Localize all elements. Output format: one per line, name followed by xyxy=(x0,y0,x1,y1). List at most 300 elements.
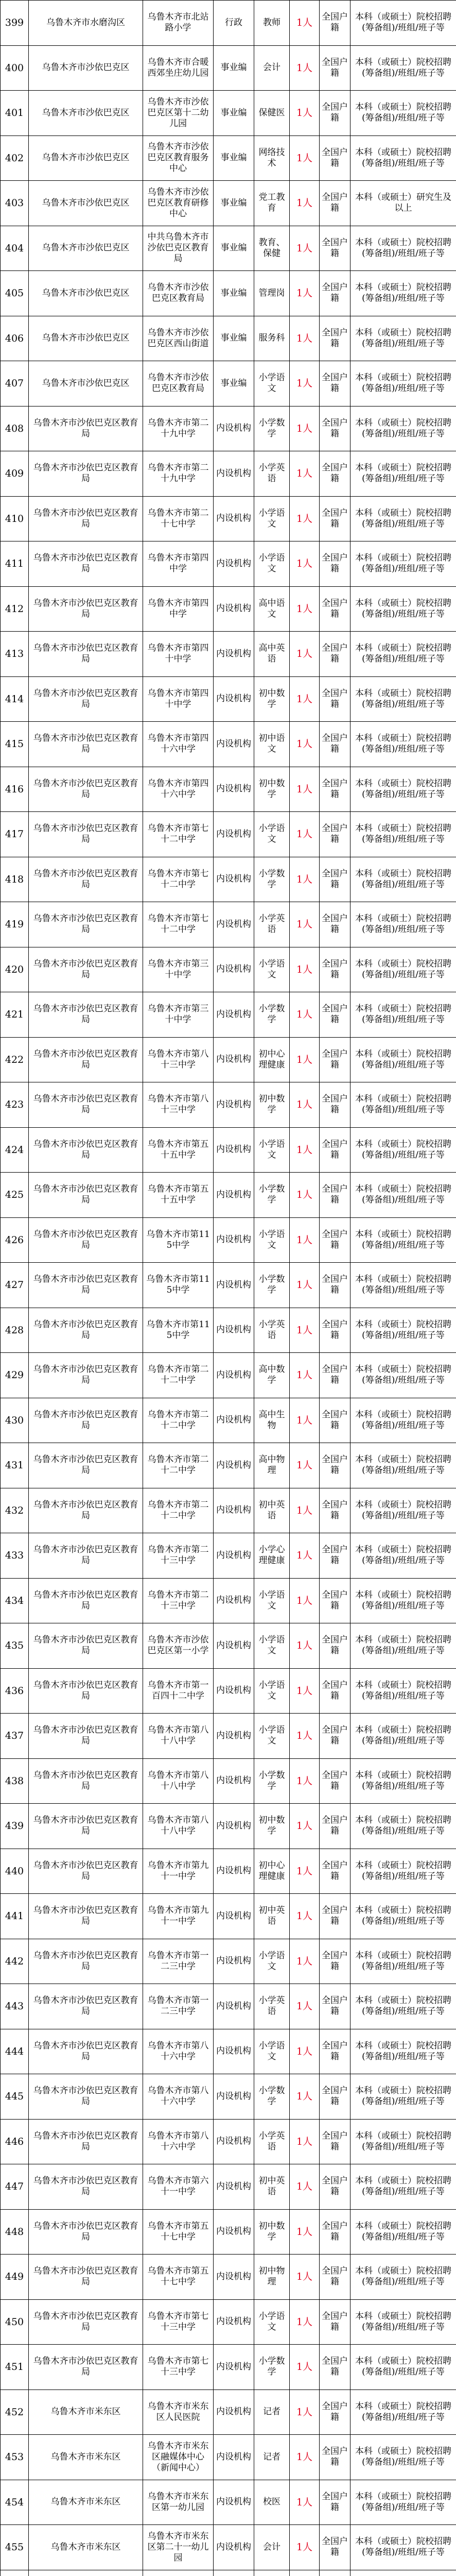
headcount-cell: 1人 xyxy=(290,902,320,947)
department-cell: 乌鲁木齐市沙依巴克区教育局 xyxy=(29,1488,143,1533)
requirement-cell: 本科（或硕士）院校招聘(筹备组)/班组/班子等 xyxy=(350,902,456,947)
headcount-cell: 1人 xyxy=(290,1263,320,1308)
position-cell: 小学语文 xyxy=(254,1578,290,1623)
requirement-cell: 本科（或硕士）院校招聘(筹备组)/班组/班子等 xyxy=(350,1127,456,1173)
nature-cell: 内设机构 xyxy=(214,2389,254,2435)
household-scope-cell: 全国户籍 xyxy=(320,1308,350,1353)
requirement-cell: 本科（或硕士）院校招聘(筹备组)/班组/班子等 xyxy=(350,2480,456,2525)
row-number: 417 xyxy=(1,812,29,857)
household-scope-cell: 全国户籍 xyxy=(320,812,350,857)
table-row xyxy=(1,1,456,46)
row-number: 455 xyxy=(1,2525,29,2570)
table-row xyxy=(1,541,456,587)
headcount-cell: 1人 xyxy=(290,676,320,722)
position-cell: 初中数学 xyxy=(254,676,290,722)
department-cell: 乌鲁木齐市沙依巴克区 xyxy=(29,226,143,271)
department-cell: 乌鲁木齐市沙依巴克区教育局 xyxy=(29,2255,143,2300)
unit-cell: 乌鲁木齐市第三十中学 xyxy=(143,992,214,1038)
nature-cell: 内设机构 xyxy=(214,1758,254,1804)
table-row xyxy=(1,2029,456,2074)
headcount-cell: 1人 xyxy=(290,1308,320,1353)
table-row xyxy=(1,1173,456,1218)
household-scope-cell: 全国户籍 xyxy=(320,1173,350,1218)
table-row xyxy=(1,2525,456,2570)
household-scope-cell: 全国户籍 xyxy=(320,1939,350,1984)
requirement-cell: 本科（或硕士）院校招聘(筹备组)/班组/班子等 xyxy=(350,1,456,46)
table-row xyxy=(1,1127,456,1173)
requirement-cell: 本科（或硕士）院校招聘(筹备组)/班组/班子等 xyxy=(350,1939,456,1984)
department-cell: 乌鲁木齐市沙依巴克区教育局 xyxy=(29,1623,143,1669)
row-number: 414 xyxy=(1,676,29,722)
requirement-cell: 本科（或硕士）院校招聘(筹备组)/班组/班子等 xyxy=(350,316,456,361)
requirement-cell: 本科（或硕士）院校招聘(筹备组)/班组/班子等 xyxy=(350,2345,456,2390)
household-scope-cell: 全国户籍 xyxy=(320,722,350,767)
nature-cell: 内设机构 xyxy=(214,767,254,812)
household-scope-cell: 全国户籍 xyxy=(320,1849,350,1894)
table-row xyxy=(1,2389,456,2435)
department-cell: 乌鲁木齐市沙依巴克区教育局 xyxy=(29,902,143,947)
nature-cell: 事业编 xyxy=(214,181,254,226)
requirement-cell: 本科（或硕士）院校招聘(筹备组)/班组/班子等 xyxy=(350,2209,456,2255)
nature-cell: 内设机构 xyxy=(214,2480,254,2525)
household-scope-cell: 全国户籍 xyxy=(320,767,350,812)
headcount-cell: 1人 xyxy=(290,2164,320,2210)
requirement-cell: 本科（或硕士）院校招聘(筹备组)/班组/班子等 xyxy=(350,1082,456,1128)
position-cell: 初中物理 xyxy=(254,2255,290,2300)
nature-cell: 内设机构 xyxy=(214,1127,254,1173)
requirement-cell: 本科（或硕士）院校招聘(筹备组)/班组/班子等 xyxy=(350,767,456,812)
row-number: 399 xyxy=(1,1,29,46)
nature-cell: 内设机构 xyxy=(214,2525,254,2570)
department-cell: 乌鲁木齐市沙依巴克区教育局 xyxy=(29,1398,143,1443)
nature-cell: 内设机构 xyxy=(214,1804,254,1849)
row-number: 445 xyxy=(1,2074,29,2120)
position-cell: 初中数学 xyxy=(254,767,290,812)
position-cell: 初中数学 xyxy=(254,2209,290,2255)
requirement-cell: 本科（或硕士）院校招聘(筹备组)/班组/班子等 xyxy=(350,1984,456,2029)
department-cell: 乌鲁木齐市沙依巴克区教育局 xyxy=(29,541,143,587)
row-number: 404 xyxy=(1,226,29,271)
nature-cell: 内设机构 xyxy=(214,2435,254,2480)
household-scope-cell: 全国户籍 xyxy=(320,181,350,226)
row-number: 442 xyxy=(1,1939,29,1984)
department-cell: 乌鲁木齐市沙依巴克区 xyxy=(29,45,143,91)
requirement-cell: 本科（或硕士）院校招聘(筹备组)/班组/班子等 xyxy=(350,992,456,1038)
unit-cell: 乌鲁木齐市沙依巴克区教育研修中心 xyxy=(143,181,214,226)
row-number: 401 xyxy=(1,91,29,136)
headcount-cell: 1人 xyxy=(290,1398,320,1443)
unit-cell: 乌鲁木齐市沙依巴克区第一小学 xyxy=(143,1623,214,1669)
household-scope-cell: 全国户籍 xyxy=(320,1263,350,1308)
row-number: 449 xyxy=(1,2255,29,2300)
nature-cell: 内设机构 xyxy=(214,406,254,451)
unit-cell: 乌鲁木齐市第四中学 xyxy=(143,586,214,632)
table-row xyxy=(1,1443,456,1488)
row-number: 437 xyxy=(1,1714,29,1759)
position-cell: 保健医 xyxy=(254,91,290,136)
row-number: 409 xyxy=(1,451,29,497)
row-number: 431 xyxy=(1,1443,29,1488)
headcount-cell: 1人 xyxy=(290,1488,320,1533)
table-row xyxy=(1,135,456,181)
department-cell: 乌鲁木齐市沙依巴克区教育局 xyxy=(29,1308,143,1353)
row-number: 435 xyxy=(1,1623,29,1669)
headcount-cell: 1人 xyxy=(290,632,320,677)
row-number: 400 xyxy=(1,45,29,91)
requirement-cell: 本科（或硕士）院校招聘(筹备组)/班组/班子等 xyxy=(350,226,456,271)
nature-cell: 内设机构 xyxy=(214,586,254,632)
household-scope-cell: 全国户籍 xyxy=(320,1217,350,1263)
row-number: 448 xyxy=(1,2209,29,2255)
position-cell: 服务科 xyxy=(254,316,290,361)
position-cell: 初中英语 xyxy=(254,2164,290,2210)
row-number: 433 xyxy=(1,1533,29,1579)
row-number: 412 xyxy=(1,586,29,632)
headcount-cell: 1人 xyxy=(290,1758,320,1804)
nature-cell: 内设机构 xyxy=(214,2255,254,2300)
table-row xyxy=(1,2299,456,2345)
requirement-cell: 本科（或硕士）院校招聘(筹备组)/班组/班子等 xyxy=(350,722,456,767)
table-row xyxy=(1,316,456,361)
household-scope-cell: 全国户籍 xyxy=(320,1623,350,1669)
unit-cell: 乌鲁木齐市第一二三中学 xyxy=(143,1984,214,2029)
unit-cell: 乌鲁木齐市第二十三中学 xyxy=(143,1533,214,1579)
department-cell: 乌鲁木齐市米东区 xyxy=(29,2480,143,2525)
household-scope-cell: 全国户籍 xyxy=(320,632,350,677)
department-cell: 乌鲁木齐市沙依巴克区教育局 xyxy=(29,632,143,677)
department-cell: 乌鲁木齐市沙依巴克区教育局 xyxy=(29,1578,143,1623)
nature-cell: 内设机构 xyxy=(214,947,254,992)
household-scope-cell: 全国户籍 xyxy=(320,2480,350,2525)
nature-cell: 内设机构 xyxy=(214,1894,254,1939)
headcount-cell: 1人 xyxy=(290,2480,320,2525)
headcount-cell: 1人 xyxy=(290,1894,320,1939)
headcount-cell: 1人 xyxy=(290,1037,320,1082)
row-number xyxy=(1,2570,29,2576)
household-scope-cell: 全国户籍 xyxy=(320,45,350,91)
table-row xyxy=(1,2435,456,2480)
position-cell: 小学语文 xyxy=(254,1939,290,1984)
headcount-cell: 1人 xyxy=(290,1984,320,2029)
headcount-cell: 1人 xyxy=(290,2389,320,2435)
headcount-cell: 1人 xyxy=(290,1082,320,1128)
position-cell: 小学语文 xyxy=(254,361,290,406)
headcount-cell: 1人 xyxy=(290,1578,320,1623)
household-scope-cell: 全国户籍 xyxy=(320,2299,350,2345)
nature-cell: 内设机构 xyxy=(214,1308,254,1353)
headcount-cell: 1人 xyxy=(290,1,320,46)
household-scope-cell: 全国户籍 xyxy=(320,2525,350,2570)
row-number: 423 xyxy=(1,1082,29,1128)
household-scope-cell: 全国户籍 xyxy=(320,1804,350,1849)
department-cell: 乌鲁木齐市水磨沟区 xyxy=(29,1,143,46)
position-cell: 教育、保健 xyxy=(254,226,290,271)
row-number: 413 xyxy=(1,632,29,677)
household-scope-cell: 全国户籍 xyxy=(320,1,350,46)
nature-cell: 内设机构 xyxy=(214,451,254,497)
unit-cell: 乌鲁木齐市第二十九中学 xyxy=(143,406,214,451)
unit-cell: 乌鲁木齐市第四十中学 xyxy=(143,632,214,677)
requirement-cell: 本科（或硕士）院校招聘(筹备组)/班组/班子等 xyxy=(350,1578,456,1623)
table-row xyxy=(1,406,456,451)
position-cell: 小学语文 xyxy=(254,812,290,857)
position-cell: 校医 xyxy=(254,2480,290,2525)
table-row xyxy=(1,45,456,91)
nature-cell: 内设机构 xyxy=(214,2029,254,2074)
job-table-body xyxy=(1,1,456,2576)
table-row xyxy=(1,1488,456,1533)
department-cell: 乌鲁木齐市沙依巴克区教育局 xyxy=(29,1849,143,1894)
table-row xyxy=(1,1623,456,1669)
household-scope-cell: 全国户籍 xyxy=(320,1533,350,1579)
unit-cell: 乌鲁木齐市第八十三中学 xyxy=(143,1082,214,1128)
household-scope-cell: 全国户籍 xyxy=(320,1984,350,2029)
table-row xyxy=(1,1308,456,1353)
table-row xyxy=(1,1263,456,1308)
unit-cell: 乌鲁木齐市第五十七中学 xyxy=(143,2209,214,2255)
department-cell: 乌鲁木齐市沙依巴克区教育局 xyxy=(29,2119,143,2164)
household-scope-cell: 全国户籍 xyxy=(320,1714,350,1759)
nature-cell: 内设机构 xyxy=(214,2164,254,2210)
table-row xyxy=(1,1804,456,1849)
headcount-cell: 1人 xyxy=(290,181,320,226)
position-cell: 会计 xyxy=(254,45,290,91)
household-scope-cell: 全国户籍 xyxy=(320,2119,350,2164)
household-scope-cell: 全国户籍 xyxy=(320,676,350,722)
unit-cell: 乌鲁木齐市沙依巴克区教育服务中心 xyxy=(143,135,214,181)
department-cell: 乌鲁木齐市沙依巴克区教育局 xyxy=(29,1984,143,2029)
department-cell: 乌鲁木齐市沙依巴克区 xyxy=(29,271,143,316)
household-scope-cell: 全国户籍 xyxy=(320,947,350,992)
position-cell: 小学数学 xyxy=(254,1173,290,1218)
table-row xyxy=(1,1714,456,1759)
department-cell: 乌鲁木齐市沙依巴克区 xyxy=(29,135,143,181)
requirement-cell: 本科（或硕士）院校招聘(筹备组)/班组/班子等 xyxy=(350,1173,456,1218)
table-row xyxy=(1,902,456,947)
position-cell: 记者 xyxy=(254,2435,290,2480)
headcount-cell: 1人 xyxy=(290,1714,320,1759)
position-cell: 党工教育 xyxy=(254,181,290,226)
headcount-cell: 1人 xyxy=(290,857,320,902)
position-cell: 小学语文 xyxy=(254,541,290,587)
row-number: 426 xyxy=(1,1217,29,1263)
position-cell: 会计 xyxy=(254,2525,290,2570)
row-number: 451 xyxy=(1,2345,29,2390)
row-number: 430 xyxy=(1,1398,29,1443)
household-scope-cell: 全国户籍 xyxy=(320,1668,350,1714)
table-row xyxy=(1,1984,456,2029)
department-cell: 乌鲁木齐市沙依巴克区教育局 xyxy=(29,947,143,992)
headcount-cell: 1人 xyxy=(290,1127,320,1173)
table-row xyxy=(1,586,456,632)
nature-cell: 事业编 xyxy=(214,226,254,271)
table-row xyxy=(1,767,456,812)
row-number: 450 xyxy=(1,2299,29,2345)
nature-cell: 内设机构 xyxy=(214,1714,254,1759)
row-number: 441 xyxy=(1,1894,29,1939)
position-cell: 记者 xyxy=(254,2389,290,2435)
household-scope-cell: 全国户籍 xyxy=(320,2209,350,2255)
position-cell: 小学语文 xyxy=(254,1714,290,1759)
position-cell: 小学语文 xyxy=(254,496,290,541)
position-cell: 小学数学 xyxy=(254,1263,290,1308)
nature-cell: 内设机构 xyxy=(214,1939,254,1984)
headcount-cell: 1人 xyxy=(290,1443,320,1488)
department-cell: 乌鲁木齐市沙依巴克区教育局 xyxy=(29,676,143,722)
row-number: 405 xyxy=(1,271,29,316)
unit-cell: 乌鲁木齐市第八十八中学 xyxy=(143,1758,214,1804)
nature-cell: 内设机构 xyxy=(214,2119,254,2164)
row-number: 415 xyxy=(1,722,29,767)
department-cell: 乌鲁木齐市沙依巴克区教育局 xyxy=(29,2209,143,2255)
unit-cell: 乌鲁木齐市第二十二中学 xyxy=(143,1353,214,1398)
unit-cell xyxy=(143,2570,214,2576)
table-row xyxy=(1,226,456,271)
requirement-cell: 本科（或硕士）院校招聘(筹备组)/班组/班子等 xyxy=(350,2164,456,2210)
unit-cell: 乌鲁木齐市沙依巴克区第十二幼儿园 xyxy=(143,91,214,136)
nature-cell: 内设机构 xyxy=(214,1263,254,1308)
nature-cell: 内设机构 xyxy=(214,1173,254,1218)
row-number: 429 xyxy=(1,1353,29,1398)
position-cell: 小学英语 xyxy=(254,2119,290,2164)
department-cell: 乌鲁木齐市沙依巴克区教育局 xyxy=(29,2299,143,2345)
unit-cell: 乌鲁木齐市第七十三中学 xyxy=(143,2345,214,2390)
nature-cell: 内设机构 xyxy=(214,496,254,541)
headcount-cell: 1人 xyxy=(290,135,320,181)
position-cell: 初中英语 xyxy=(254,1894,290,1939)
department-cell: 乌鲁木齐市沙依巴克区教育局 xyxy=(29,812,143,857)
requirement-cell: 本科（或硕士）院校招聘(筹备组)/班组/班子等 xyxy=(350,676,456,722)
nature-cell: 内设机构 xyxy=(214,1623,254,1669)
department-cell: 乌鲁木齐市沙依巴克区 xyxy=(29,91,143,136)
unit-cell: 乌鲁木齐市第八十六中学 xyxy=(143,2074,214,2120)
headcount-cell: 1人 xyxy=(290,1804,320,1849)
position-cell: 初中心理健康 xyxy=(254,1037,290,1082)
headcount-cell: 1人 xyxy=(290,1217,320,1263)
household-scope-cell: 全国户籍 xyxy=(320,226,350,271)
department-cell: 乌鲁木齐市沙依巴克区教育局 xyxy=(29,2345,143,2390)
requirement-cell: 本科（或硕士）院校招聘(筹备组)/班组/班子等 xyxy=(350,361,456,406)
requirement-cell: 本科（或硕士）院校招聘(筹备组)/班组/班子等 xyxy=(350,2119,456,2164)
requirement-cell xyxy=(350,2570,456,2576)
household-scope-cell: 全国户籍 xyxy=(320,406,350,451)
nature-cell: 内设机构 xyxy=(214,1578,254,1623)
row-number: 420 xyxy=(1,947,29,992)
department-cell: 乌鲁木齐市沙依巴克区教育局 xyxy=(29,2074,143,2120)
row-number: 447 xyxy=(1,2164,29,2210)
requirement-cell: 本科（或硕士）院校招聘(筹备组)/班组/班子等 xyxy=(350,271,456,316)
requirement-cell: 本科（或硕士）院校招聘(筹备组)/班组/班子等 xyxy=(350,586,456,632)
household-scope-cell: 全国户籍 xyxy=(320,496,350,541)
department-cell: 乌鲁木齐市沙依巴克区 xyxy=(29,181,143,226)
household-scope-cell: 全国户籍 xyxy=(320,451,350,497)
headcount-cell: 1人 xyxy=(290,2525,320,2570)
row-number: 424 xyxy=(1,1127,29,1173)
headcount-cell: 1人 xyxy=(290,1173,320,1218)
position-cell: 高中生物 xyxy=(254,1398,290,1443)
nature-cell: 内设机构 xyxy=(214,722,254,767)
household-scope-cell: 全国户籍 xyxy=(320,2345,350,2390)
nature-cell: 内设机构 xyxy=(214,1037,254,1082)
row-number: 411 xyxy=(1,541,29,587)
row-number: 436 xyxy=(1,1668,29,1714)
nature-cell: 内设机构 xyxy=(214,2299,254,2345)
requirement-cell: 本科（或硕士）院校招聘(筹备组)/班组/班子等 xyxy=(350,1443,456,1488)
nature-cell: 内设机构 xyxy=(214,1488,254,1533)
unit-cell: 乌鲁木齐市第二十七中学 xyxy=(143,496,214,541)
unit-cell: 乌鲁木齐市第八十六中学 xyxy=(143,2029,214,2074)
row-number: 454 xyxy=(1,2480,29,2525)
requirement-cell: 本科（或硕士）院校招聘(筹备组)/班组/班子等 xyxy=(350,1353,456,1398)
unit-cell: 乌鲁木齐市第115中学 xyxy=(143,1308,214,1353)
row-number: 439 xyxy=(1,1804,29,1849)
household-scope-cell: 全国户籍 xyxy=(320,135,350,181)
row-number: 438 xyxy=(1,1758,29,1804)
unit-cell: 乌鲁木齐市沙依巴克区教育局 xyxy=(143,361,214,406)
nature-cell xyxy=(214,2570,254,2576)
table-row xyxy=(1,1894,456,1939)
nature-cell: 事业编 xyxy=(214,135,254,181)
position-cell: 小学数学 xyxy=(254,406,290,451)
headcount-cell: 1人 xyxy=(290,496,320,541)
unit-cell: 乌鲁木齐市第二十九中学 xyxy=(143,451,214,497)
headcount-cell: 1人 xyxy=(290,1849,320,1894)
nature-cell: 内设机构 xyxy=(214,857,254,902)
table-row xyxy=(1,2345,456,2390)
position-cell: 小学数学 xyxy=(254,857,290,902)
unit-cell: 乌鲁木齐市米东区人民医院 xyxy=(143,2389,214,2435)
nature-cell: 内设机构 xyxy=(214,1353,254,1398)
requirement-cell: 本科（或硕士）院校招聘(筹备组)/班组/班子等 xyxy=(350,406,456,451)
row-number: 425 xyxy=(1,1173,29,1218)
nature-cell: 事业编 xyxy=(214,361,254,406)
position-cell: 初中数学 xyxy=(254,1082,290,1128)
department-cell: 乌鲁木齐市沙依巴克区教育局 xyxy=(29,1443,143,1488)
headcount-cell: 1人 xyxy=(290,226,320,271)
table-row xyxy=(1,1398,456,1443)
position-cell: 小学语文 xyxy=(254,1623,290,1669)
household-scope-cell: 全国户籍 xyxy=(320,2029,350,2074)
table-row xyxy=(1,2074,456,2120)
nature-cell: 事业编 xyxy=(214,271,254,316)
table-row xyxy=(1,1578,456,1623)
headcount-cell: 1人 xyxy=(290,451,320,497)
unit-cell: 乌鲁木齐市合暖西郊坐庄幼儿园 xyxy=(143,45,214,91)
department-cell: 乌鲁木齐市沙依巴克区教育局 xyxy=(29,496,143,541)
requirement-cell: 本科（或硕士）院校招聘(筹备组)/班组/班子等 xyxy=(350,1308,456,1353)
department-cell: 乌鲁木齐市沙依巴克区 xyxy=(29,361,143,406)
headcount-cell: 1人 xyxy=(290,2209,320,2255)
department-cell: 乌鲁木齐市沙依巴克区教育局 xyxy=(29,767,143,812)
unit-cell: 乌鲁木齐市第八十八中学 xyxy=(143,1714,214,1759)
nature-cell: 内设机构 xyxy=(214,676,254,722)
unit-cell: 乌鲁木齐市第五十七中学 xyxy=(143,2255,214,2300)
row-number: 406 xyxy=(1,316,29,361)
table-row xyxy=(1,2164,456,2210)
unit-cell: 乌鲁木齐市第一二三中学 xyxy=(143,1939,214,1984)
requirement-cell: 本科（或硕士）院校招聘(筹备组)/班组/班子等 xyxy=(350,2029,456,2074)
headcount-cell: 1人 xyxy=(290,2119,320,2164)
headcount-cell: 1人 xyxy=(290,947,320,992)
nature-cell: 内设机构 xyxy=(214,1217,254,1263)
unit-cell: 乌鲁木齐市第四十六中学 xyxy=(143,767,214,812)
position-cell: 高中英语 xyxy=(254,632,290,677)
nature-cell: 内设机构 xyxy=(214,1984,254,2029)
position-cell: 小学心理健康 xyxy=(254,1533,290,1579)
row-number: 403 xyxy=(1,181,29,226)
table-row xyxy=(1,2209,456,2255)
row-number: 416 xyxy=(1,767,29,812)
